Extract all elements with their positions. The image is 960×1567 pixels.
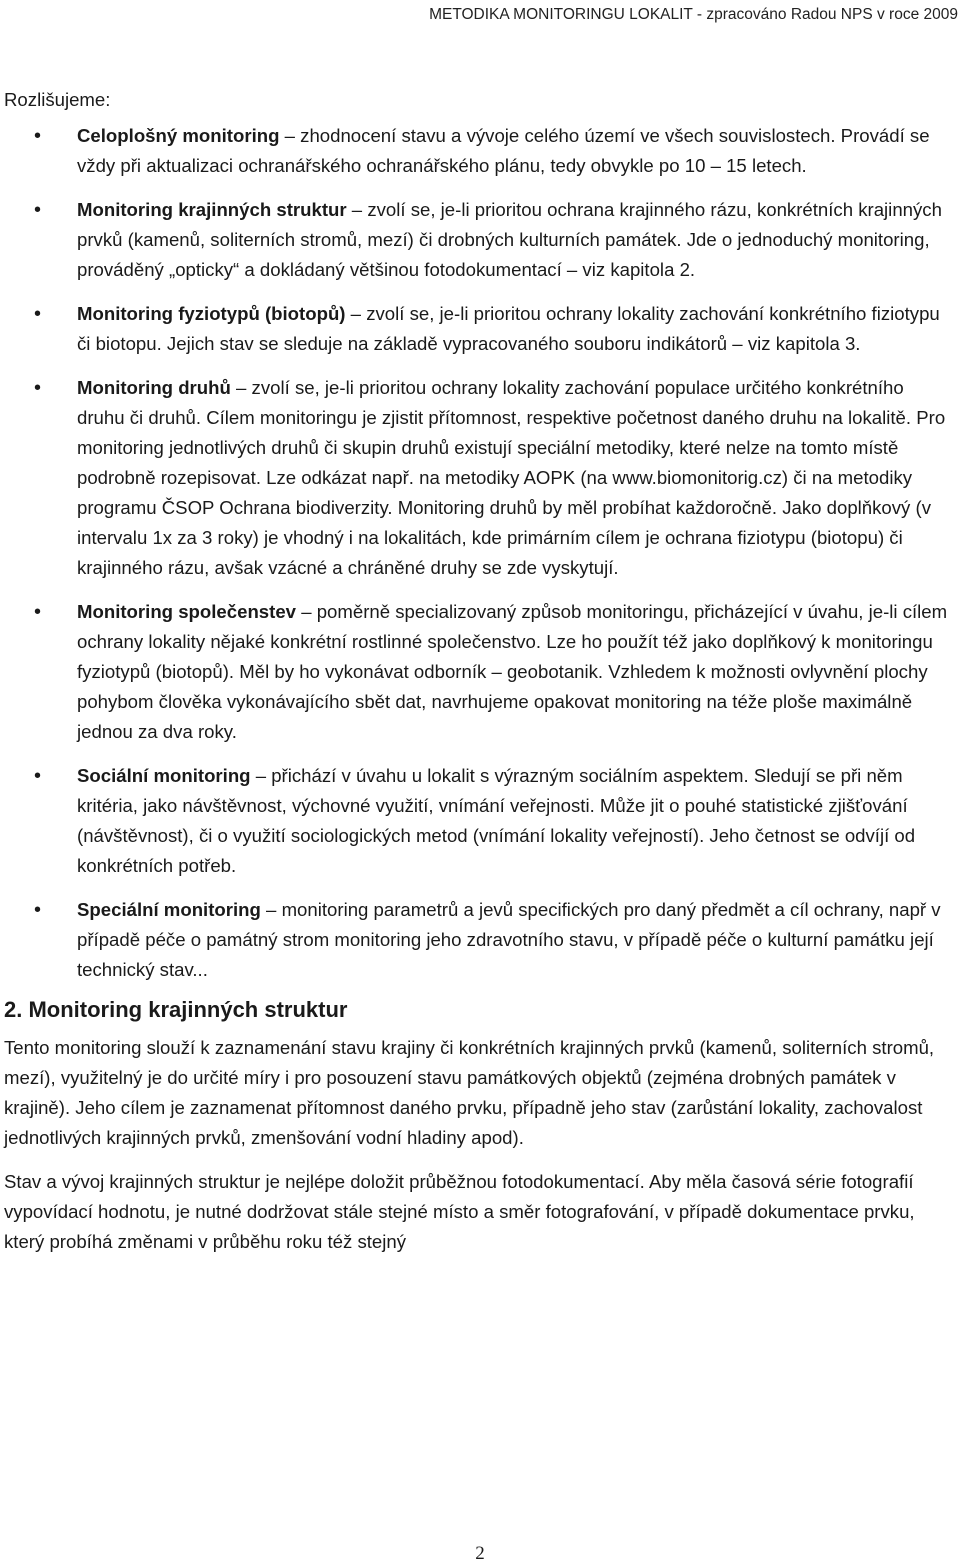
item-term: Monitoring druhů: [77, 377, 231, 398]
item-description: – přichází v úvahu u lokalit s výrazným sociálním aspektem. Sledují se při něm kritéria, jako návštěvnost, výchovné využití, vnímání veřejnosti. Může jit o pouhé statistické zjišťování (návštěvnost), či o využití sociologických metod (vnímání lokality veřejností). Jeho četnost se odvíjí od konkrétních potřeb.: [77, 765, 916, 876]
item-term: Monitoring krajinných struktur: [77, 199, 347, 220]
list-item: [4, 761, 954, 881]
bullet-icon: •: [34, 303, 42, 325]
list-item: [4, 121, 954, 181]
section-paragraph: Tento monitoring slouží k zaznamenání stavu krajiny či konkrétních krajinných prvků (kamenů, soliterních stromů, mezí), využitelný je do určité míry i pro posouzení stavu památkových objektů (zejména drobných památek v krajině). Jeho cílem je zaznamenat přítomnost daného prvku, případně jeho stav (zarůstání lokality, zachovalost jednotlivých krajinných prvků, zmenšování vodní hladiny apod).: [4, 1037, 935, 1148]
item-description: – poměrně specializovaný způsob monitoringu, přicházející v úvahu, je-li cílem ochrany lokality nějaké konkrétní rostlinné společenstvo. Lze ho použít též jako doplňkový k monitoringu fyziotypů (biotopů). Měl by ho vykonávat odborník – geobotanik. Vzhledem k možnosti ovlyvnění plochy pohybom člověka vykonávajícího sbět dat, navrhujeme opakovat monitoring na téže ploše maximálně jednou za dva roky.: [77, 601, 948, 742]
bullet-icon: •: [34, 765, 42, 787]
list-item: [4, 597, 954, 747]
item-description: – monitoring parametrů a jevů specifických pro daný předmět a cíl ochrany, např v případě péče o památný strom monitoring jeho zdravotního stavu, v případě péče o kulturní památku její technický stav...: [77, 899, 941, 980]
bullet-icon: •: [34, 199, 42, 221]
monitoring-types-list: [4, 121, 954, 985]
list-item: [4, 195, 954, 285]
item-description: – zvolí se, je-li prioritou ochrany lokality zachování populace určitého konkrétního druhu či druhů. Cílem monitoringu je zjistit přítomnost, respektive početnost daného druhu na lokalitě. Pro monitoring jednotlivých druhů či skupin druhů existují speciální metodiky, které nelze na tomto místě podrobně rozepisovat. Lze odkázat např. na metodiky AOPK (na www.biomonitorig.cz) či na metodiky programu ČSOP Ochrana biodiverzity. Monitoring druhů by měl probíhat každoročně. Jako doplňkový (v intervalu 1x za 3 roky) je vhodný i na lokalitách, kde primárním cílem je ochrana fiziotypu (biotopu) či krajinného rázu, avšak vzácné a chráněné druhy se zde vyskytují.: [77, 377, 946, 578]
bullet-icon: •: [34, 377, 42, 399]
bullet-icon: •: [34, 899, 42, 921]
bullet-icon: •: [34, 125, 42, 147]
item-term: Monitoring fyziotypů (biotopů): [77, 303, 346, 324]
document-body: [4, 85, 954, 1271]
item-term: Sociální monitoring: [77, 765, 251, 786]
section-heading: 2. Monitoring krajinných struktur: [4, 997, 348, 1022]
item-description: – zvolí se, je-li prioritou ochrany lokality zachování konkrétního fiziotypu či biotopu. Jejich stav se sleduje na základě vypracovaného souboru indikátorů – viz kapitola 3.: [77, 303, 940, 354]
list-item: [4, 299, 954, 359]
item-description: – zvolí se, je-li prioritou ochrana krajinného rázu, konkrétních krajinných prvků (kamenů, soliterních stromů, mezí) či drobných kulturních památek. Jde o jednoduchý monitoring, prováděný „opticky“ a dokládaný většinou fotodokumentací – viz kapitola 2.: [77, 199, 942, 280]
page-number: 2: [475, 1543, 485, 1564]
intro-text: Rozlišujeme:: [4, 89, 111, 110]
item-term: Celoplošný monitoring: [77, 125, 280, 146]
item-term: Monitoring společenstev: [77, 601, 297, 622]
running-header: METODIKA MONITORINGU LOKALIT - zpracováno Radou NPS v roce 2009: [429, 6, 958, 23]
item-term: Speciální monitoring: [77, 899, 261, 920]
item-description: – zhodnocení stavu a vývoje celého území ve všech souvislostech. Provádí se vždy při aktualizaci ochranářského ochranářského plánu, tedy obvykle po 10 – 15 letech.: [77, 125, 930, 176]
section-paragraph: Stav a vývoj krajinných struktur je nejlépe doložit průběžnou fotodokumentací. Aby měla časová série fotografií vypovídací hodnotu, je nutné dodržovat stále stejné místo a směr fotografování, v případě dokumentace prvku, který probíhá změnami v průběhu roku též stejný: [4, 1171, 915, 1252]
list-item: [4, 895, 954, 985]
list-item: [4, 373, 954, 583]
bullet-icon: •: [34, 601, 42, 623]
